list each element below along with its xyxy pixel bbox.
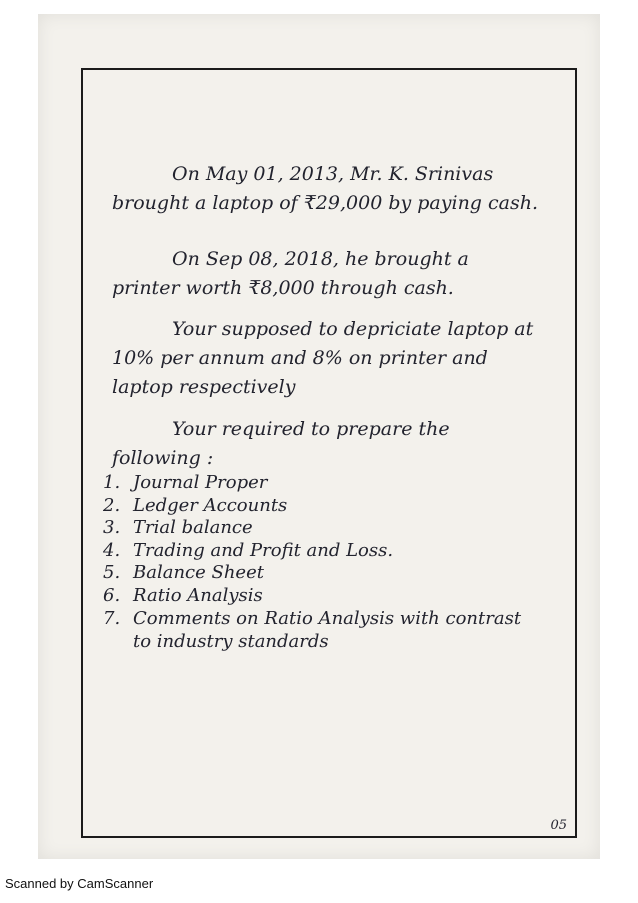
- list-item: 2. Ledger Accounts: [103, 494, 288, 516]
- paragraph-requirement: Your required to prepare the following :: [112, 418, 450, 469]
- paragraph-purchase-printer: On Sep 08, 2018, he brought a printer worth ₹8,000 through cash.: [112, 248, 469, 299]
- list-item: 7. Comments on Ratio Analysis with contrast to industry standards: [103, 608, 522, 652]
- paragraph-purchase-laptop: On May 01, 2013, Mr. K. Srinivas brought a laptop of ₹29,000 by paying cash.: [112, 163, 538, 214]
- notebook-page: [38, 14, 600, 859]
- list-item: 4. Trading and Profit and Loss.: [103, 539, 394, 561]
- list-item: 5. Balance Sheet: [103, 562, 264, 583]
- scanner-watermark: Scanned by CamScanner: [5, 876, 154, 891]
- task-list: [103, 472, 543, 653]
- list-item: 6. Ratio Analysis: [103, 584, 263, 606]
- list-item: 1. Journal Proper: [103, 472, 268, 493]
- page-border: [81, 68, 577, 838]
- list-item: 3. Trial balance: [103, 517, 253, 538]
- page-number: 05: [550, 818, 567, 833]
- paragraph-depreciation: Your supposed to depriciate laptop at 10% per annum and 8% on printer and laptop respectively: [112, 318, 534, 398]
